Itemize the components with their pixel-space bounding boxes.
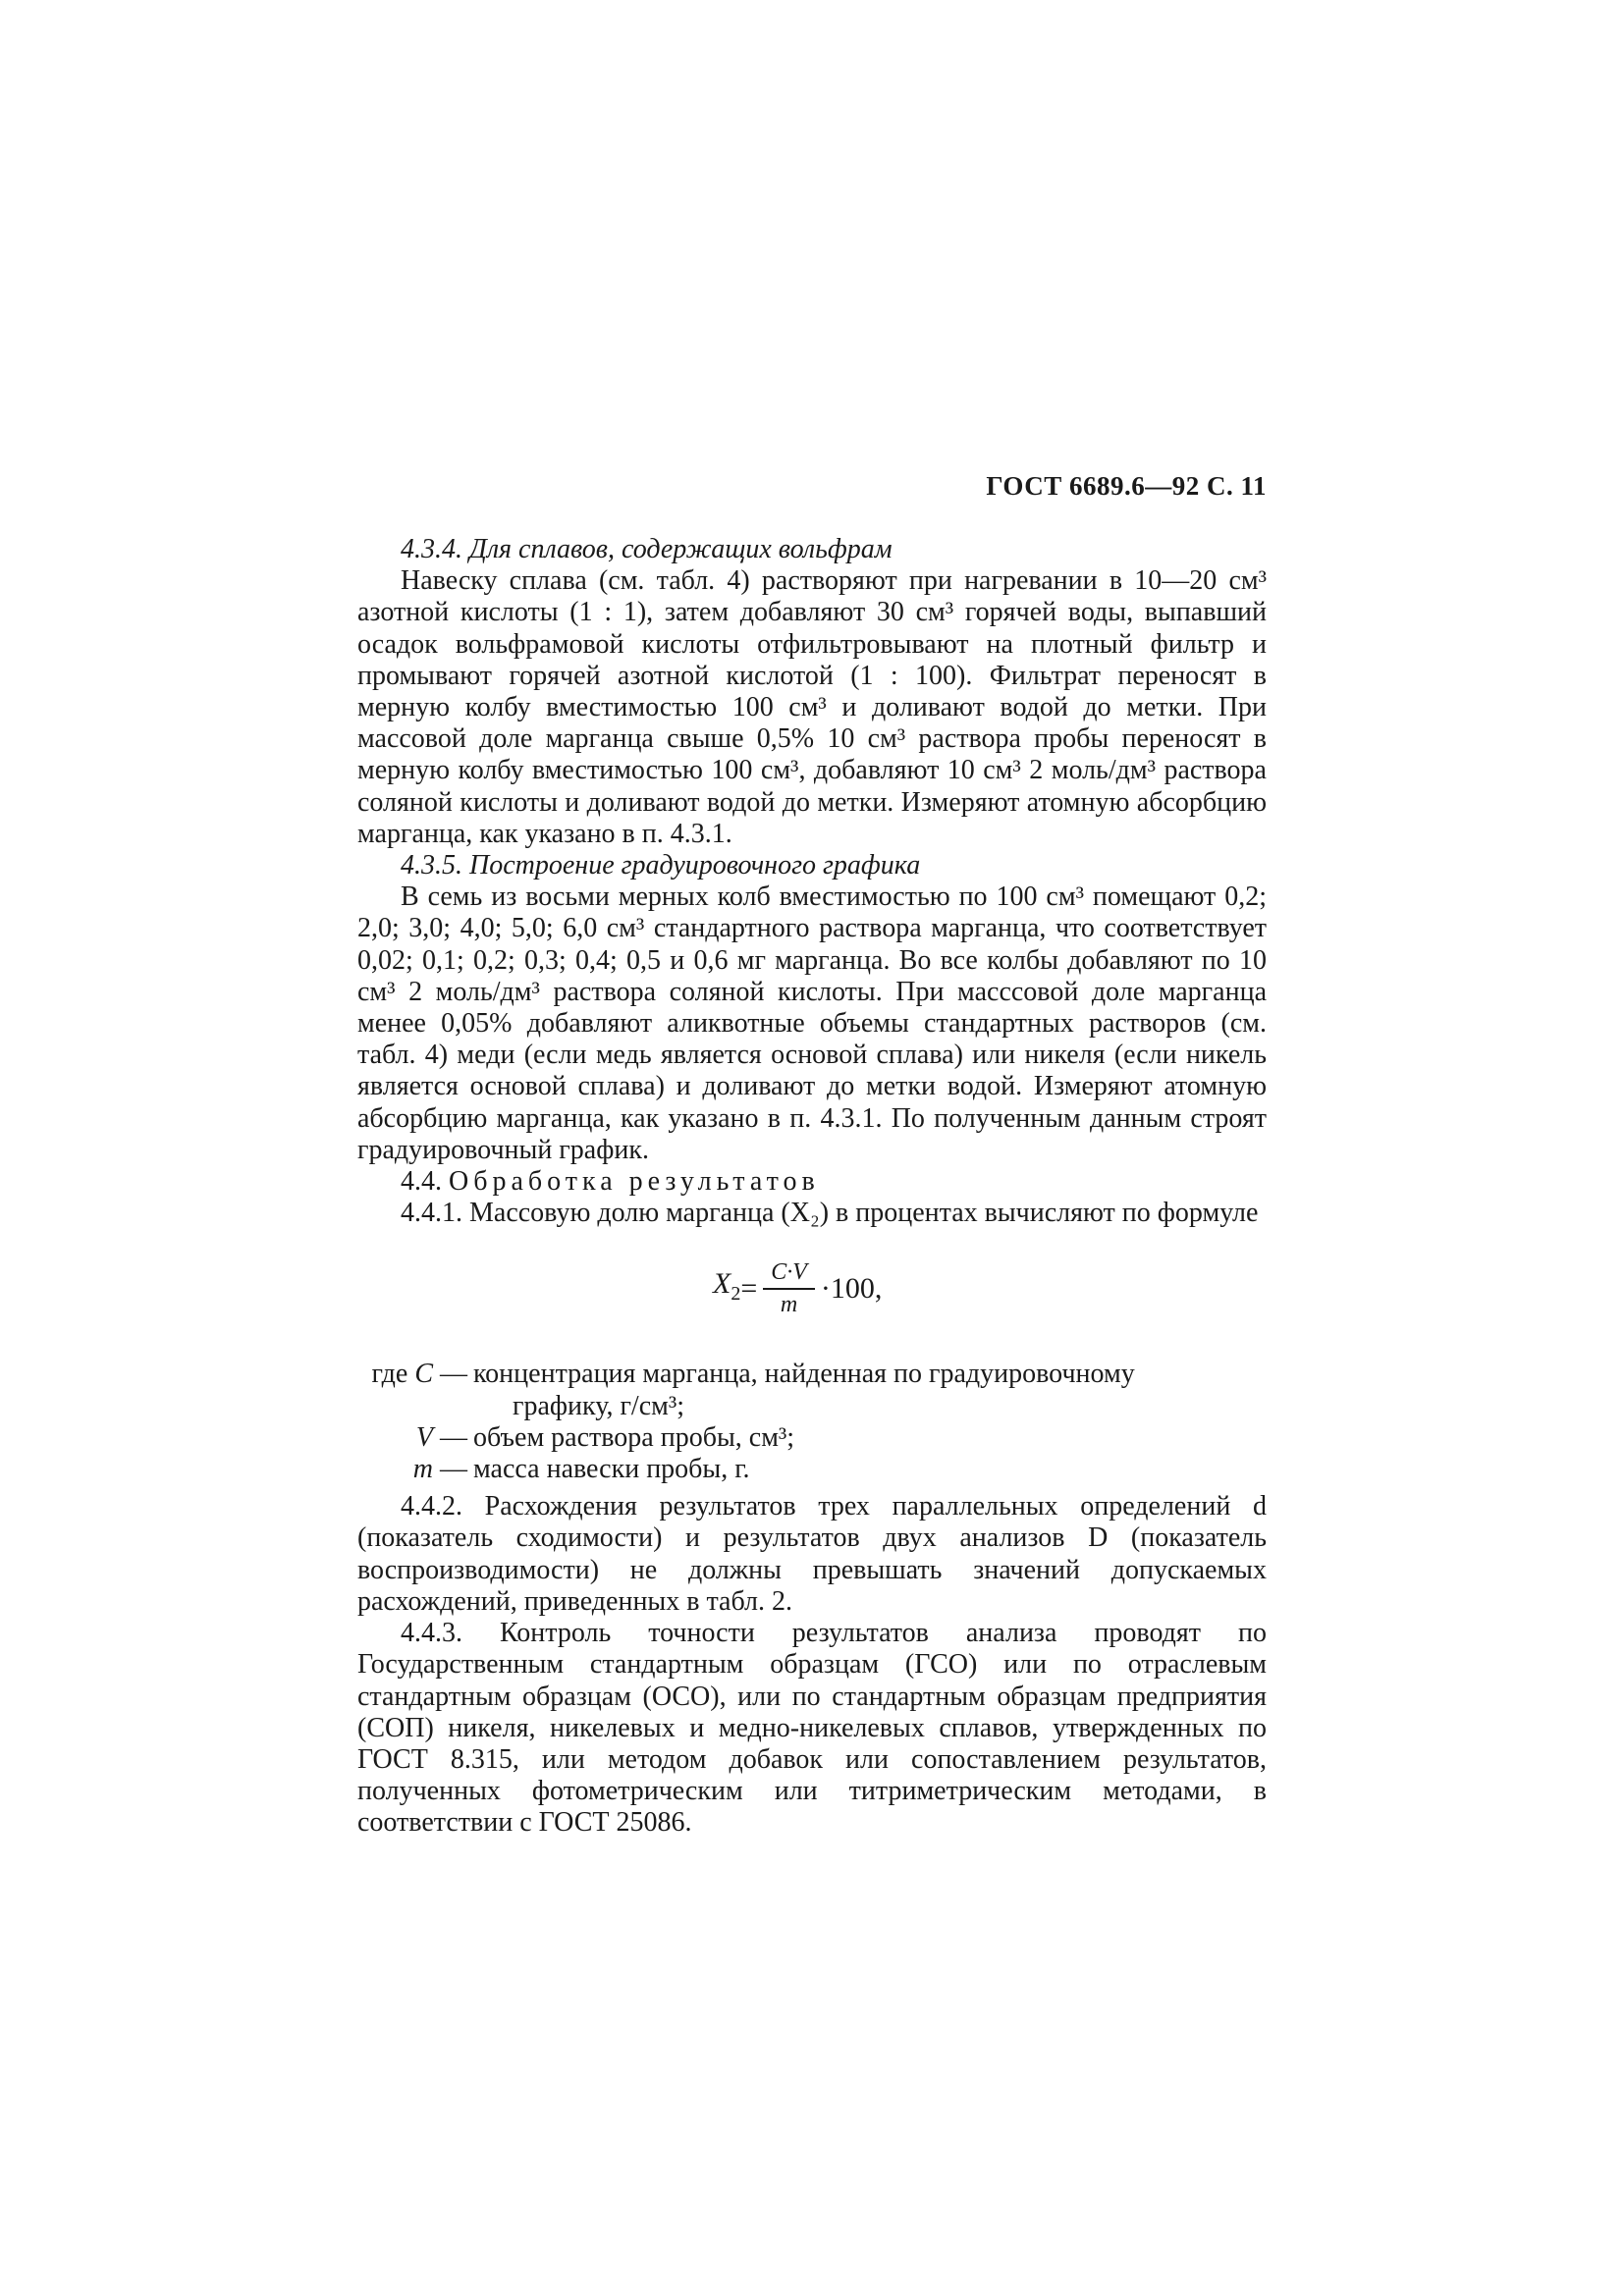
legend-item <box>357 1359 1267 1421</box>
legend-text: концентрация марганца, найденная по градуировочному <box>473 1359 1135 1390</box>
section-4-4-number: 4.4. <box>401 1166 442 1198</box>
section-4-3-4-text: Навеску сплава (см. табл. 4) растворяют при нагревании в 10—20 см³ азотной кислоты (1 : 1), затем добавляют 30 см³ горячей воды, выпавший осадок вольфрамовой кислоты отфильтровывают на плотный фильтр и промывают горячей азотной кислотой (1 : 100). Фильтрат переносят в мерную колбу вместимостью 100 см³ и доливают водой до метки. При массовой доле марганца свыше 0,5% 10 см³ раствора пробы переносят в мерную колбу вместимостью 100 см³, добавляют 10 см³ 2 моль/дм³ раствора соляной кислоты и доливают водой до метки. Измеряют атомную абсорбцию марганца, как указано в п. 4.3.1. <box>357 565 1267 849</box>
formula-numerator: C·V <box>763 1258 815 1290</box>
legend-prefix: где <box>371 1359 408 1390</box>
legend-item <box>357 1454 1267 1485</box>
legend-text: масса навески пробы, г. <box>473 1454 750 1485</box>
legend-symbol: V <box>415 1421 433 1453</box>
legend-text: объем раствора пробы, см³; <box>473 1421 795 1453</box>
section-4-4-title: Обработка результатов <box>449 1166 820 1198</box>
legend-dash: — <box>433 1421 467 1453</box>
legend-symbol: m <box>412 1454 433 1485</box>
formula-legend <box>357 1359 1267 1485</box>
formula-fraction <box>763 1258 815 1319</box>
formula-lhs: $X_2$ <box>713 1267 741 1306</box>
legend-text-continued: графику, г/см³; <box>513 1390 685 1421</box>
page-header: ГОСТ 6689.6—92 С. 11 <box>986 471 1267 501</box>
section-4-3-4-heading: 4.3.4. Для сплавов, содержащих вольфрам <box>401 534 893 564</box>
section-4-3-5-heading: 4.3.5. Построение градуировочного графика <box>401 850 921 881</box>
document-body <box>357 534 1267 1840</box>
legend-dash: — <box>433 1454 467 1485</box>
formula-lhs-sub: 2 <box>731 1283 741 1306</box>
section-4-4-2-text: 4.4.2. Расхождения результатов трех параллельных определений d (показатель сходимости) и результатов двух анализов D (показатель воспроизводимости) не должны превышать значений допускаемых расхождений, приведенных в табл. 2. <box>357 1491 1267 1617</box>
section-4-4-3-text: 4.4.3. Контроль точности результатов анализа проводят по Государственным стандартным образцам (ГСО) или по отраслевым стандартным образцам (ОСО), или по стандартным образцам предприятия (СОП) никеля, никелевых и медно-никелевых сплавов, утвержденных по ГОСТ 8.315, или методом добавок или сопоставлением результатов, полученных фотометрическим или титриметрическим методами, в соответствии с ГОСТ 25086. <box>357 1618 1267 1839</box>
legend-item <box>357 1422 1267 1454</box>
section-4-3-5-text: В семь из восьми мерных колб вместимостью по 100 см³ помещают 0,2; 2,0; 3,0; 4,0; 5,0; 6,0 см³ стандартного раствора марганца, что соответствует 0,02; 0,1; 0,2; 0,3; 0,4; 0,5 и 0,6 мг марганца. Во все колбы добавляют по 10 см³ 2 моль/дм³ раствора соляной кислоты. При масссовой доле марганца менее 0,05% добавляют аликвотные объемы стандартных растворов (см. табл. 4) меди (если медь является основой сплава) или никеля (если никель является основой сплава) и доливают до метки водой. Измеряют атомную абсорбцию марганца, как указано в п. 4.3.1. По полученным данным строят градуировочный график. <box>357 881 1267 1165</box>
legend-symbol: C <box>414 1359 433 1390</box>
formula-eq: = <box>740 1272 758 1306</box>
section-4-4-heading <box>357 1166 1267 1198</box>
formula-tail: ·100, <box>820 1272 883 1306</box>
formula-denominator: m <box>780 1292 798 1318</box>
section-4-4-1-text: 4.4.1. Массовую долю марганца (X₂) в процентах вычисляют по формуле <box>401 1198 1259 1229</box>
legend-dash: — <box>433 1359 467 1390</box>
formula <box>357 1241 1267 1349</box>
